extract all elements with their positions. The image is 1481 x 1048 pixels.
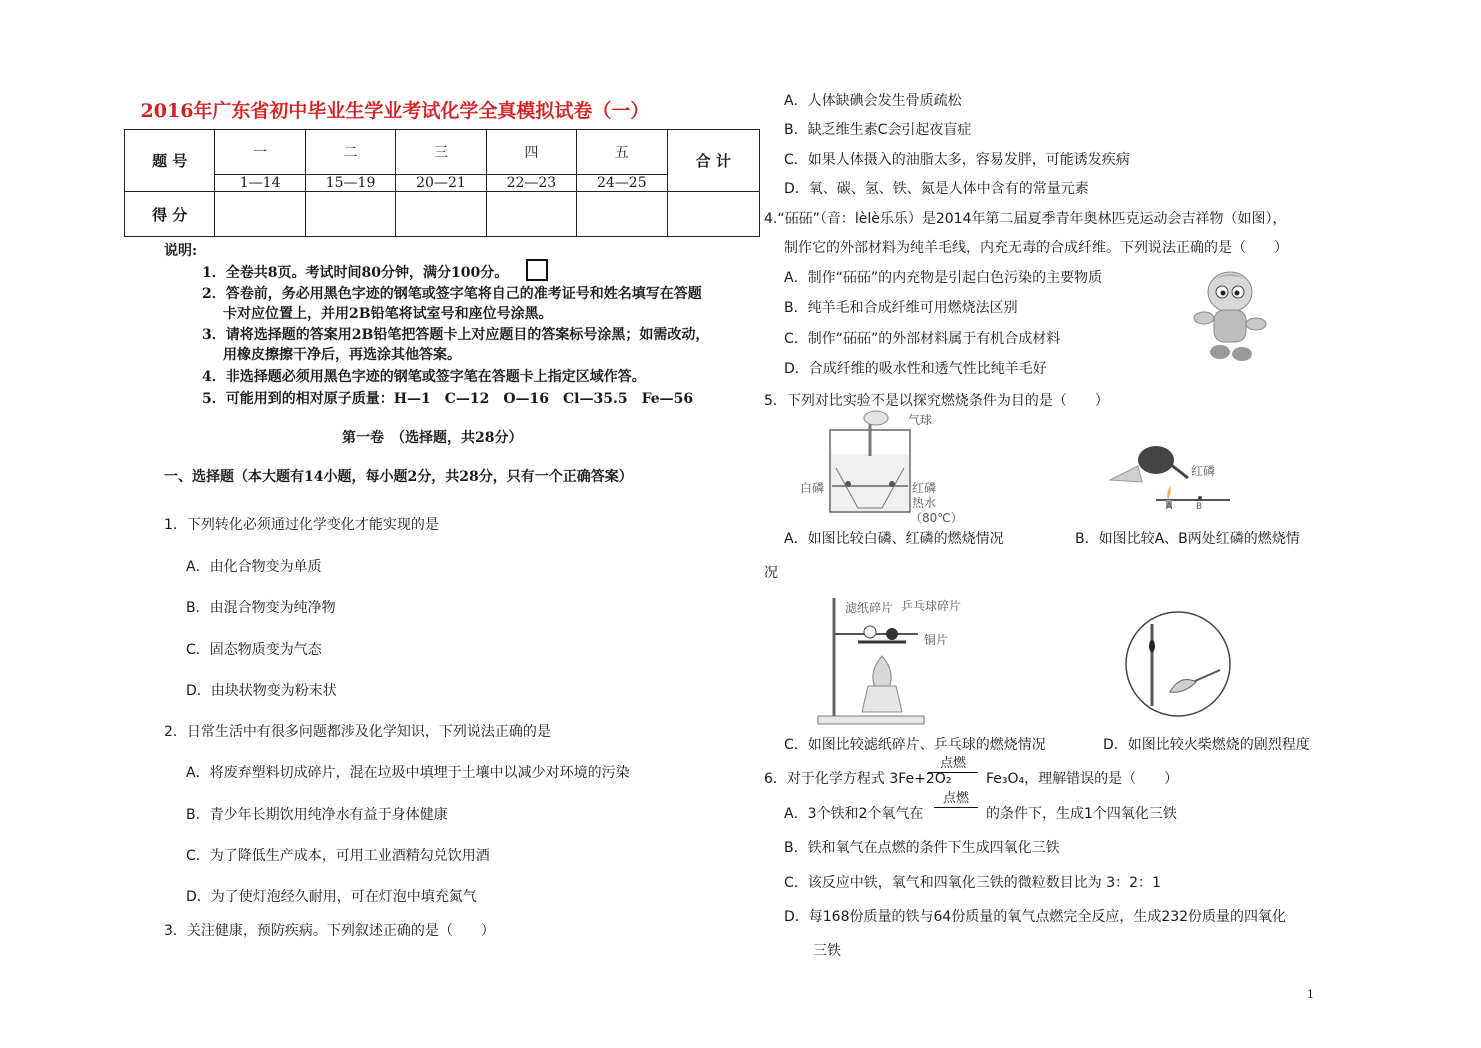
option[interactable]: D．每168份质量的铁与64份质量的氧气点燃完全反应，生成232份质量的四氧化 xyxy=(784,909,1287,925)
instruction-item: 2．答卷前，务必用黑色字迹的钢笔或签字笔将自己的准考证号和姓名填写在答题 xyxy=(202,286,702,302)
section-range: 20—21 xyxy=(396,175,486,192)
score-table xyxy=(124,129,760,237)
option[interactable]: C．为了降低生产成本，可用工业酒精勾兑饮用酒 xyxy=(186,848,490,864)
score-row-label: 得 分 xyxy=(125,192,215,237)
section-name: 一 xyxy=(215,130,305,175)
question-stem: Fe₃O₄，理解错误的是（ ） xyxy=(986,771,1179,787)
section-name: 四 xyxy=(486,130,576,175)
option-continued: 的条件下，生成1个四氧化三铁 xyxy=(986,806,1177,822)
figure-label: 红磷 xyxy=(912,481,937,495)
option[interactable]: A．如图比较白磷、红磷的燃烧情况 xyxy=(784,531,1004,547)
figure-label: 热水 xyxy=(912,496,937,510)
option[interactable]: A．制作“砳砳”的内充物是引起白色污染的主要物质 xyxy=(784,270,1103,286)
option[interactable]: B．纯羊毛和合成纤维可用燃烧法区别 xyxy=(784,300,1018,316)
question-stem: 5．下列对比实验不是以探究燃烧条件为目的是（ ） xyxy=(764,393,1109,409)
question-stem: 4.“砳砳”（音：lèlè乐乐）是2014年第二届夏季青年奥林匹克运动会吉祥物（如图）， xyxy=(764,211,1287,227)
instruction-item: 1．全卷共8页。考试时间80分钟，满分100分。 xyxy=(202,265,509,281)
section-name: 三 xyxy=(396,130,486,175)
instruction-item: 卡对应位置上，并用2B铅笔将试室号和座位号涂黑。 xyxy=(223,306,553,322)
mascot-image xyxy=(1190,266,1270,362)
option[interactable]: A．人体缺碘会发生骨质疏松 xyxy=(784,93,962,109)
figure-label: 红磷 xyxy=(1191,464,1216,478)
option[interactable]: C．固态物质变为气态 xyxy=(186,642,322,658)
option[interactable]: B．如图比较A、B两处红磷的燃烧情 xyxy=(1075,531,1300,547)
score-cell[interactable] xyxy=(577,192,667,237)
part1-heading: 第一卷 （选择题，共28分） xyxy=(342,430,523,446)
checkbox[interactable] xyxy=(526,259,548,281)
option[interactable]: D．如图比较火柴燃烧的剧烈程度 xyxy=(1103,737,1310,753)
figure-d-match xyxy=(1124,610,1232,718)
instruction-item: 4．非选择题必须用黑色字迹的钢笔或签字笔在答题卡上指定区域作答。 xyxy=(202,369,646,385)
option[interactable]: B．缺乏维生素C会引起夜盲症 xyxy=(784,122,972,138)
option[interactable]: C．如果人体摄入的油脂太多，容易发胖，可能诱发疾病 xyxy=(784,152,1130,168)
page-number: 1 xyxy=(1307,988,1314,1001)
option[interactable]: A．由化合物变为单质 xyxy=(186,559,322,575)
exam-title: 2016年广东省初中毕业生学业考试化学全真模拟试卷（一） xyxy=(140,100,650,122)
option-continued: 况 xyxy=(764,565,778,581)
option[interactable]: A．将废弃塑料切成碎片，混在垃圾中填埋于土壤中以减少对环境的污染 xyxy=(186,765,630,781)
score-table-row-label: 题 号 xyxy=(125,130,215,192)
figure-label: 白磷 xyxy=(800,481,825,495)
figure-label: （80℃） xyxy=(910,511,963,525)
instruction-item: 3．请将选择题的答案用2B铅笔把答题卡上对应题目的答案标号涂黑；如需改动， xyxy=(202,327,710,343)
option[interactable]: D．为了使灯泡经久耐用，可在灯泡中填充氮气 xyxy=(186,889,477,905)
figure-label: 乒乓球碎片 xyxy=(901,599,962,613)
score-cell[interactable] xyxy=(667,192,759,237)
instructions-heading: 说明: xyxy=(164,243,198,259)
reaction-condition xyxy=(934,791,978,808)
score-cell[interactable] xyxy=(215,192,305,237)
option-continued: 三铁 xyxy=(813,943,841,959)
question-stem: 6．对于化学方程式 3Fe+2O₂ xyxy=(764,771,952,787)
score-cell[interactable] xyxy=(305,192,395,237)
option[interactable]: C．该反应中铁，氧气和四氧化三铁的微粒数目比为 3：2：1 xyxy=(784,875,1161,891)
instruction-item: 5．可能用到的相对原子质量：H—1 C—12 O—16 Cl—35.5 Fe—56 xyxy=(202,391,694,407)
option[interactable]: B．青少年长期饮用纯净水有益于身体健康 xyxy=(186,807,448,823)
section-name: 二 xyxy=(305,130,395,175)
instruction-item: 用橡皮擦擦干净后，再选涂其他答案。 xyxy=(223,347,461,363)
option[interactable]: A．3个铁和2个氧气在 xyxy=(784,806,924,822)
condition-text: 点燃 xyxy=(928,756,978,773)
score-cell[interactable] xyxy=(396,192,486,237)
reaction-condition xyxy=(928,756,978,773)
section-range: 15—19 xyxy=(305,175,395,192)
question-stem: 制作它的外部材料为纯羊毛线，内充无毒的合成纤维。下列说法正确的是（ ） xyxy=(784,240,1288,256)
option[interactable]: C．制作“砳砳”的外部材料属于有机合成材料 xyxy=(784,331,1061,347)
option[interactable]: D．由块状物变为粉末状 xyxy=(186,683,337,699)
section-range: 22—23 xyxy=(486,175,576,192)
option[interactable]: B．由混合物变为纯净物 xyxy=(186,600,336,616)
score-table-total: 合 计 xyxy=(667,130,759,192)
option[interactable]: D．氧、碳、氢、铁、氮是人体中含有的常量元素 xyxy=(784,181,1089,197)
question-stem: 2．日常生活中有很多问题都涉及化学知识，下列说法正确的是 xyxy=(164,724,551,740)
figure-label: 滤纸碎片 xyxy=(845,601,894,615)
score-cell[interactable] xyxy=(486,192,576,237)
figure-label: B xyxy=(1196,502,1203,512)
option[interactable]: C．如图比较滤纸碎片、乒乓球的燃烧情况 xyxy=(784,737,1046,753)
question-stem: 3．关注健康，预防疾病。下列叙述正确的是（ ） xyxy=(164,923,495,939)
condition-text: 点燃 xyxy=(934,791,978,808)
section-name: 五 xyxy=(577,130,667,175)
figure-label: 气球 xyxy=(908,413,933,427)
option[interactable]: B．铁和氧气在点燃的条件下生成四氧化三铁 xyxy=(784,840,1060,856)
section1-heading: 一、选择题（本大题有14小题，每小题2分，共28分，只有一个正确答案） xyxy=(164,469,633,485)
figure-label: 铜片 xyxy=(924,633,949,647)
option[interactable]: D．合成纤维的吸水性和透气性比纯羊毛好 xyxy=(784,361,1047,377)
figure-label: A xyxy=(1166,502,1173,512)
section-range: 1—14 xyxy=(215,175,305,192)
section-range: 24—25 xyxy=(577,175,667,192)
question-stem: 1．下列转化必须通过化学变化才能实现的是 xyxy=(164,517,439,533)
